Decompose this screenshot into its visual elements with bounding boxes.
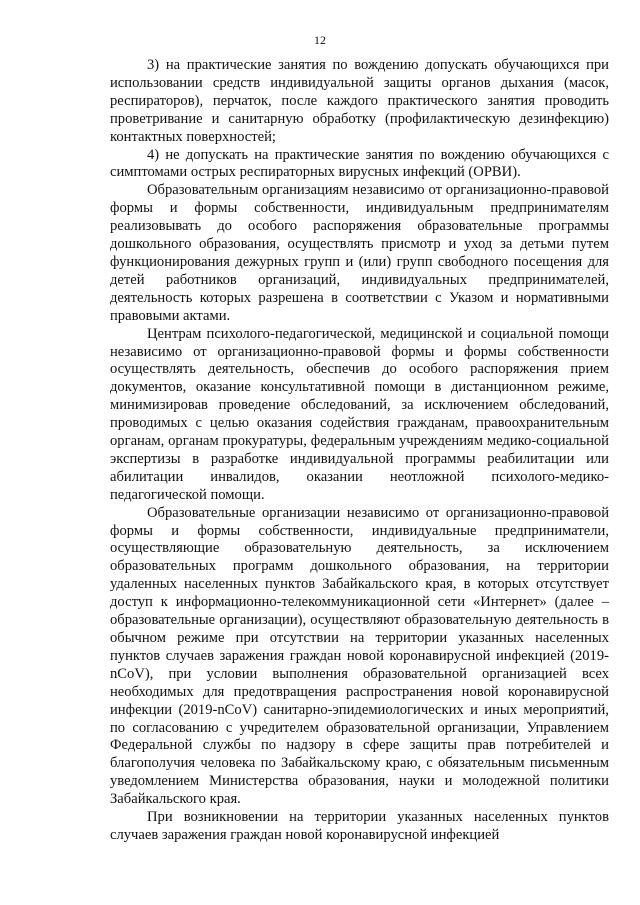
paragraph-infection-cases: При возникновении на территории указанных населенных пунктов случаев заражения граждан новой коронавирусной инфекцией xyxy=(110,809,609,843)
paragraph-item-4: 4) не допускать на практические занятия по вождению обучающихся с симптомами острых респираторных вирусных инфекций (ОРВИ). xyxy=(110,146,609,181)
paragraph-educational-organizations: Образовательным организациям независимо от организационно-правовой формы и формы собственности, индивидуальным предпринимателям реализовывать до особого распоряжения образовательные программы дошкольного образования, осуществлять присмотр и уход за детьми путем функционирования дежурных групп и (или) групп свободного посещения для детей работников организаций, индивидуальных предпринимателей, деятельность которых разрешена в соответствии с Указом и нормативными правовыми актами. xyxy=(110,182,609,324)
page-number: 12 xyxy=(314,33,326,47)
paragraph-psychological-centers: Центрам психолого-педагогической, медицинской и социальной помощи независимо от организационно-правовой формы и формы собственности осуществлять деятельность, обеспечив до особого распоряжения прием документов, оказание консультативной помощи в дистанционном режиме, минимизировав проведение обследований, за исключением обследований, проводимых с целью оказания содействия гражданам, правоохранительным органам, органам прокуратуры, федеральным учреждениям медико-социальной экспертизы в разработке индивидуальной программы реабилитации или абилитации инвалидов, оказании неотложной психолого-медико-педагогической помощи. xyxy=(110,325,609,503)
paragraph-remote-settlements: Образовательные организации независимо от организационно-правовой формы и формы собственности, индивидуальные предприниматели, осуществляющие образовательную деятельность, за исключением образовательных программ дошкольного образования, на территории удаленных населенных пунктов Забайкальского края, в которых отсутствует доступ к информационно-телекоммуникационной сети «Интернет» (далее – образовательные организации), осуществляют образовательную деятельность в обычном режиме при отсутствии на территории указанных населенных пунктов случаев заражения граждан новой коронавирусной инфекцией (2019-nCoV), при условии выполнения образовательной организацией всех необходимых для предотвращения распространения новой коронавирусной инфекции (2019-nCoV) санитарно-эпидемиологических и иных мероприятий, по согласованию с учредителем образовательной организации, Управлением Федеральной службы по надзору в сфере защиты прав потребителей и благополучия человека по Забайкальскому краю, с обязательным письменным уведомлением Министерства образования, науки и молодежной политики Забайкальского края. xyxy=(110,504,609,808)
body-text xyxy=(110,57,609,845)
paragraph-item-3: 3) на практические занятия по вождению допускать обучающихся при использовании средств индивидуальной защиты органов дыхания (масок, респираторов), перчаток, после каждого практического занятия проводить проветривание и санитарную обработку (профилактическую дезинфекцию) контактных поверхностей; xyxy=(110,57,609,145)
